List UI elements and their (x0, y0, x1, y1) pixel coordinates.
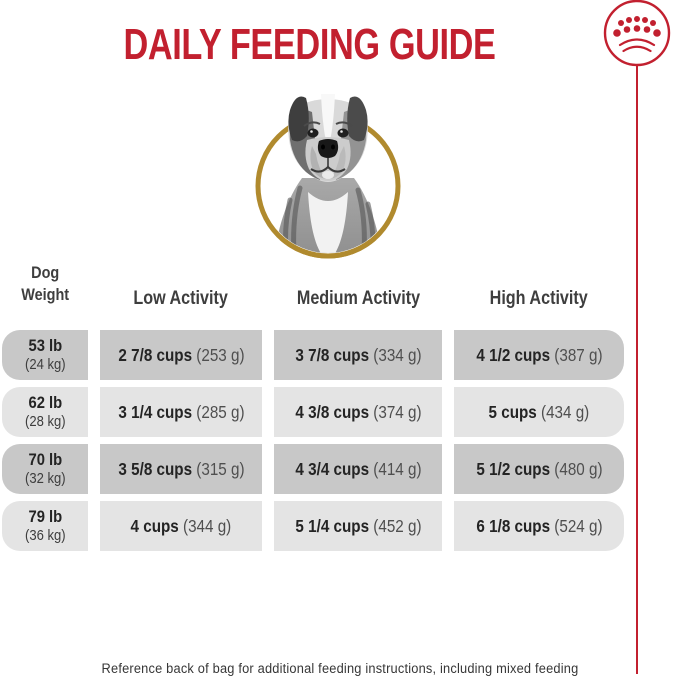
low-activity-cell (100, 387, 262, 437)
medium-activity-cell (274, 444, 442, 494)
royal-canin-crown-icon (597, 0, 677, 72)
grams-value: (524 g) (553, 515, 603, 536)
medium-activity-label: Medium Activity (296, 288, 420, 309)
cups-value: 5 1/4 cups (294, 515, 369, 536)
table-row (2, 501, 624, 551)
cups-value: 4 3/8 cups (294, 401, 369, 422)
weight-cell (2, 501, 88, 551)
grams-value: (452 g) (372, 515, 422, 536)
cups-value: 5 1/2 cups (475, 458, 550, 479)
weight-lb: 53 lb (28, 336, 62, 355)
cups-value: 6 1/8 cups (475, 515, 550, 536)
cups-value: 5 cups (488, 401, 537, 422)
footer-note-text: Reference back of bag for additional feeding instructions, including mixed feeding (101, 661, 578, 676)
high-activity-cell (454, 501, 624, 551)
grams-value: (374 g) (372, 401, 422, 422)
column-header-low-activity (100, 288, 262, 310)
grams-value: (253 g) (195, 344, 245, 365)
vertical-divider-line (636, 66, 638, 674)
low-activity-label: Low Activity (133, 288, 229, 309)
low-activity-cell (100, 330, 262, 380)
grams-value: (285 g) (195, 401, 245, 422)
dog-weight-line1: Dog (30, 263, 60, 282)
weight-kg: (24 kg) (24, 356, 66, 373)
cups-value: 3 1/4 cups (117, 401, 192, 422)
boxer-dog-portrait (240, 84, 416, 264)
footer-note (0, 661, 679, 676)
page-title (0, 22, 619, 68)
grams-value: (387 g) (553, 344, 603, 365)
weight-kg: (32 kg) (24, 470, 66, 487)
weight-cell (2, 444, 88, 494)
medium-activity-cell (274, 387, 442, 437)
cups-value: 4 cups (130, 515, 179, 536)
boxer-dog-drawing (274, 94, 382, 264)
column-header-high-activity (454, 288, 624, 310)
table-row (2, 444, 624, 494)
table-row (2, 330, 624, 380)
weight-kg: (36 kg) (24, 527, 66, 544)
page-title-text: DAILY FEEDING GUIDE (123, 20, 496, 69)
high-activity-label: High Activity (489, 288, 589, 309)
feeding-table (2, 330, 624, 558)
high-activity-cell (454, 387, 624, 437)
cups-value: 4 3/4 cups (294, 458, 369, 479)
grams-value: (480 g) (553, 458, 603, 479)
table-row (2, 387, 624, 437)
weight-lb: 70 lb (28, 450, 62, 469)
grams-value: (334 g) (372, 344, 422, 365)
weight-kg: (28 kg) (24, 413, 66, 430)
cups-value: 3 5/8 cups (117, 458, 192, 479)
high-activity-cell (454, 330, 624, 380)
column-header-dog-weight (2, 262, 88, 306)
cups-value: 2 7/8 cups (117, 344, 192, 365)
weight-cell (2, 387, 88, 437)
dog-weight-line2: Weight (21, 285, 69, 304)
cups-value: 4 1/2 cups (475, 344, 550, 365)
grams-value: (434 g) (541, 401, 590, 422)
grams-value: (414 g) (372, 458, 422, 479)
weight-lb: 79 lb (28, 507, 62, 526)
medium-activity-cell (274, 501, 442, 551)
column-header-medium-activity (274, 288, 442, 310)
high-activity-cell (454, 444, 624, 494)
weight-cell (2, 330, 88, 380)
grams-value: (344 g) (183, 515, 232, 536)
weight-lb: 62 lb (28, 393, 62, 412)
medium-activity-cell (274, 330, 442, 380)
low-activity-cell (100, 444, 262, 494)
cups-value: 3 7/8 cups (294, 344, 369, 365)
low-activity-cell (100, 501, 262, 551)
grams-value: (315 g) (195, 458, 245, 479)
